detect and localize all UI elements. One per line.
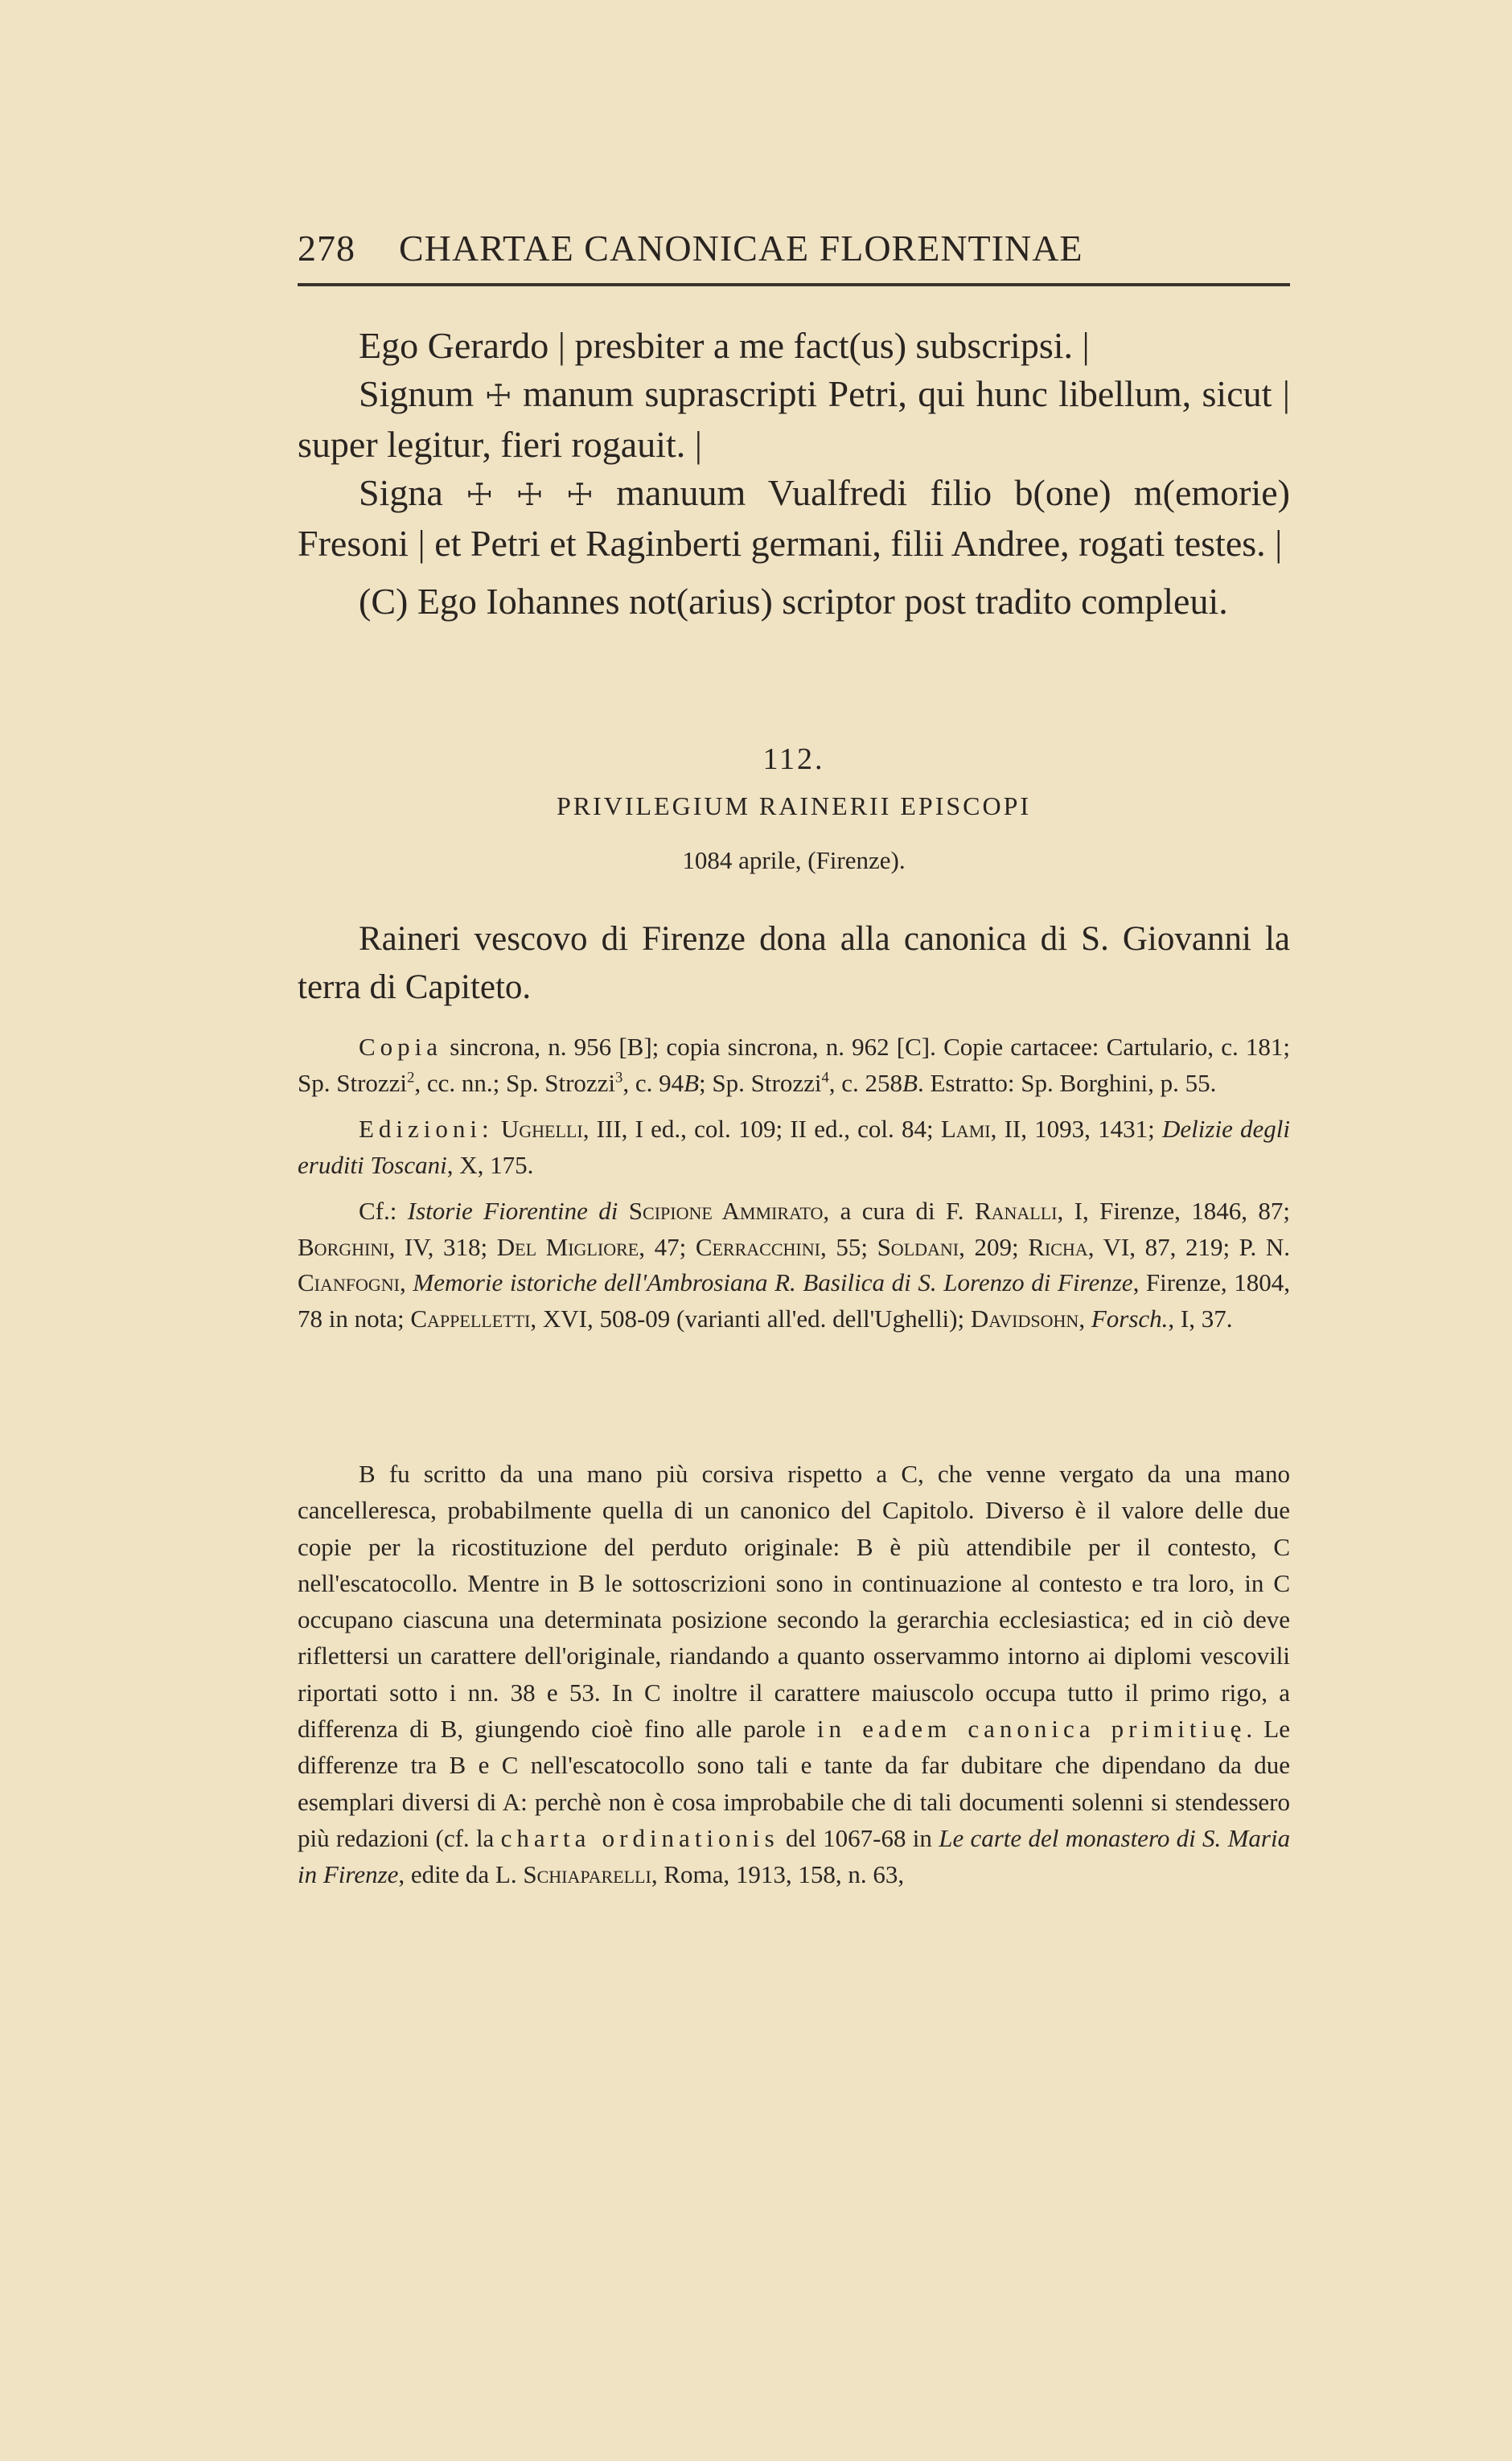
subscription-gerardo: Ego Gerardo | presbiter a me fact(us) subscripsi. |	[359, 325, 1090, 366]
running-title: CHARTAE CANONICAE FLORENTINAE	[399, 228, 1083, 269]
page-number: 278	[298, 228, 355, 269]
document-number: 112.	[762, 742, 825, 776]
notary-completio: (C) Ego Iohannes not(arius) scriptor post tradito compleui.	[359, 581, 1228, 622]
regesto: Raineri vescovo di Firenze dona alla canonica di S. Giovanni la terra di Capiteto.	[298, 920, 1290, 1006]
sign-cross-icon: ☩	[466, 479, 494, 512]
sign-cross-icon: ☩	[484, 380, 512, 413]
document-title: PRIVILEGIUM RAINERII EPISCOPI	[556, 791, 1032, 820]
signum-petri: Signum ☩ manum suprascripti Petri, qui hunc libellum, sicut | super legitur, fieri rogauit. |	[298, 373, 1291, 465]
bibliography-note: Cf.: Istorie Fiorentine di Scipione Ammirato, a cura di F. Ranalli, I, Firenze, 1846, 87; Borghini, IV, 318; Del Migliore, 47; Cerracchini, 55; Soldani, 209; Richa, VI, 87, 219; P. N. Cianfogni, Memorie istoriche dell'Ambrosiana R. Basilica di S. Lorenzo di Firenze, Firenze, 1804, 78 in nota; Cappelletti, XVI, 508-09 (varianti all'ed. dell'Ughelli); Davidsohn, Forsch., I, 37.	[298, 1197, 1291, 1333]
tradition-note: Copia sincrona, n. 956 [B]; copia sincrona, n. 962 [C]. Copie cartacee: Cartulario, c. 181; Sp. Strozzi$^2$, cc. nn.; Sp. Strozzi$^3$, c. 94B; Sp. Strozzi$^4$, c. 258B. Estratto: Sp. Borghini, p. 55.	[298, 1033, 1290, 1097]
doc111-subscriptions	[298, 322, 1290, 626]
sign-cross-icon: ☩	[516, 479, 544, 512]
editions-note: Edizioni: Ughelli, III, I ed., col. 109; II ed., col. 84; Lami, II, 1093, 1431; Delizie degli eruditi Toscani, X, 175.	[298, 1115, 1291, 1179]
header-rule	[298, 283, 1290, 286]
apparatus	[298, 1029, 1290, 1347]
commentary: B fu scritto da una mano più corsiva rispetto a C, che venne vergato da una mano cancelleresca, probabilmente quella di un canonico del Capitolo. Diverso è il valore delle due copie per la ricostituzione del perduto originale: B è più attendibile per il contesto, C nell'escatocollo. Mentre in B le sottoscrizioni sono in continuazione al contesto e tra loro, in C occupano ciascuna una determinata posizione secondo la gerarchia ecclesiastica; ed in ciò deve riflettersi un carattere dell'originale, riandando a quanto osservammo intorno ai diplomi vescovili riportati sotto i nn. 38 e 53. In C inoltre il carattere maiuscolo occupa tutto il primo rigo, a differenza di B, giungendo cioè fino alle parole in eadem canonica primitiuę. Le differenze tra B e C nell'escatocollo sono tali e tante da far dubitare che dipendano da due esemplari diversi di A: perchè non è cosa improbabile che di tali documenti solenni si stendessero più redazioni (cf. la charta ordinationis del 1067-68 in Le carte del monastero di S. Maria in Firenze, edite da L. Schiaparelli, Roma, 1913, 158, n. 63,	[298, 1460, 1291, 1889]
sign-cross-icon: ☩	[565, 479, 594, 512]
running-header	[298, 227, 1290, 269]
signa-testes: Signa ☩ ☩ ☩ manuum Vualfredi filio b(one) m(emorie) Fresoni | et Petri et Raginberti germani, filii Andree, rogati testes. |	[298, 472, 1290, 564]
document-date: 1084 aprile, (Firenze).	[682, 846, 906, 874]
